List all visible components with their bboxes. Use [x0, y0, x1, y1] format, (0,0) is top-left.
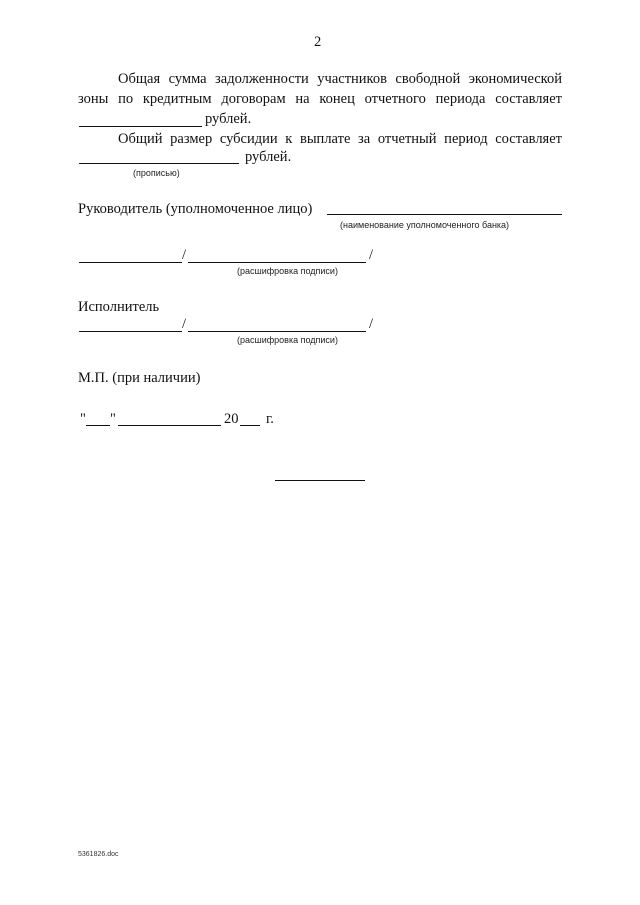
head-slash-1: / — [182, 247, 187, 263]
paragraph-debt-line1 — [78, 70, 562, 89]
executor-slash-2: / — [369, 316, 374, 332]
footer-filename: 5361826.doc — [78, 851, 119, 858]
date-quote-open: " — [80, 411, 86, 427]
head-signature-caption: (расшифровка подписи) — [237, 266, 338, 276]
date-day-blank — [86, 425, 110, 426]
date-year-suffix: г. — [266, 411, 274, 427]
executor-signature-caption: (расшифровка подписи) — [237, 335, 338, 345]
head-signature-decoding-blank — [188, 262, 366, 263]
bank-name-caption: (наименование уполномоченного банка) — [340, 220, 510, 230]
head-label: Руководитель (уполномоченное лицо) — [78, 201, 313, 217]
closing-rule — [275, 480, 365, 481]
date-year-blank — [240, 425, 260, 426]
stamp-label: М.П. (при наличии) — [78, 370, 201, 386]
executor-slash-1: / — [182, 316, 187, 332]
executor-label: Исполнитель — [78, 299, 160, 315]
head-signature-blank — [79, 262, 182, 263]
paragraph-subsidy-line1 — [78, 130, 562, 149]
subsidy-caption: (прописью) — [133, 168, 180, 178]
paragraph-subsidy-text1: Общий размер субсидии к выплате за отчетный период составляет — [118, 131, 562, 147]
debt-unit: рублей. — [205, 111, 252, 127]
paragraph-debt-line2: зоны по кредитным договорам на конец отчетного периода составляет — [78, 91, 562, 107]
debt-amount-blank — [79, 126, 202, 127]
executor-signature-decoding-blank — [188, 331, 366, 332]
date-quote-close: " — [110, 411, 116, 427]
subsidy-amount-blank — [79, 163, 239, 164]
page-number: 2 — [314, 34, 322, 50]
paragraph-debt-text1: Общая сумма задолженности участников свободной экономической — [118, 71, 562, 87]
executor-signature-blank — [79, 331, 182, 332]
head-slash-2: / — [369, 247, 374, 263]
bank-name-blank — [327, 214, 562, 215]
subsidy-unit: рублей. — [245, 149, 292, 165]
date-year-prefix: 20 — [224, 411, 239, 427]
date-month-blank — [118, 425, 221, 426]
